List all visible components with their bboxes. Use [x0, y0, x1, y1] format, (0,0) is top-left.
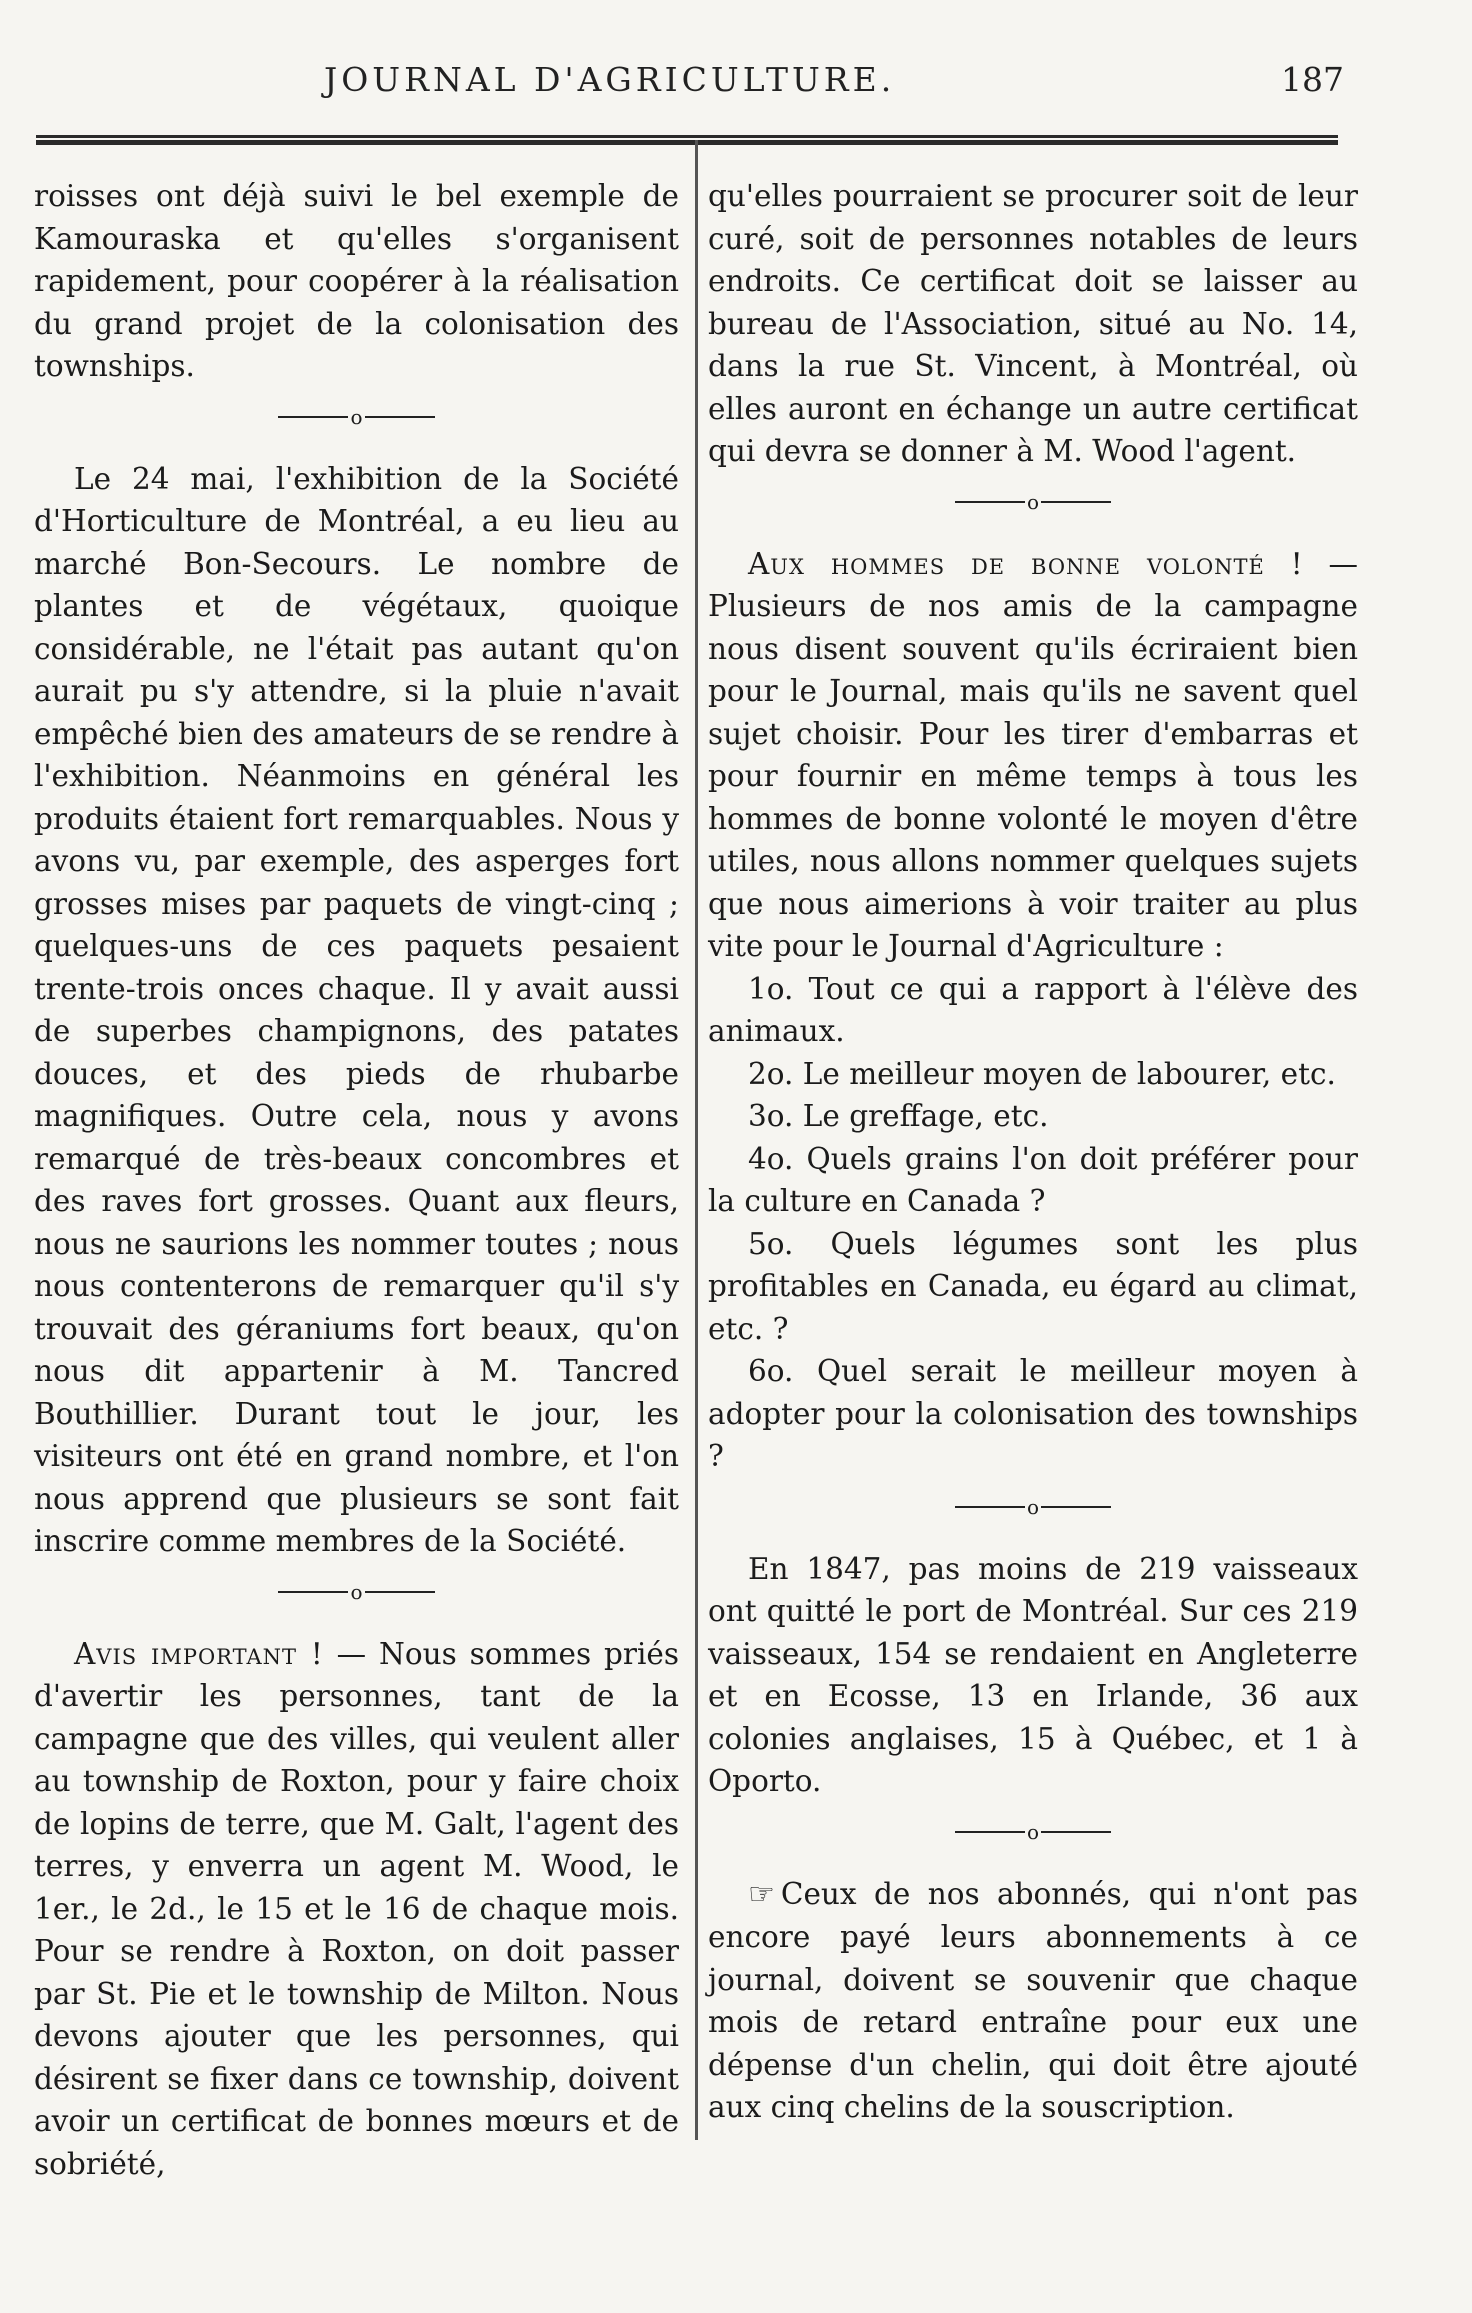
- separator: o: [34, 1571, 679, 1613]
- bonne-volonte-lead: Aux hommes de bonne volonté !: [748, 546, 1304, 581]
- paragraph-certificat: qu'elles pourraient se procurer soit de leur curé, soit de personnes notables de leurs endroits. Ce certificat doit se laisser au bureau de l'Association, situé au No. 14, dans la rue St. Vincent, à Montréal, où elles auront en échange un autre certificat qui devra se donner à M. Wood l'agent.: [708, 179, 1358, 468]
- separator: o: [708, 1811, 1358, 1853]
- avis-important-body: — Nous sommes priés d'avertir les personnes, tant de la campagne que des villes, qui veulent aller au township de Roxton, pour y faire choix de lopins de terre, que M. Galt, l'agent des terres, y enverra un agent M. Wood, le 1er., le 2d., le 15 et le 16 de chaque mois. Pour se rendre à Roxton, on doit passer par St. Pie et le township de Milton. Nous devons ajouter que les personnes, qui désirent se fixer dans ce township, doivent avoir un certificat de bonnes mœurs et de sobriété,: [34, 1636, 679, 2181]
- page-number: 187: [1281, 60, 1344, 99]
- paragraph-vaisseaux-1847: En 1847, pas moins de 219 vaisseaux ont quitté le port de Montréal. Sur ces 219 vaisseaux, 154 se rendaient en Angleterre et en Ecosse, 13 en Irlande, 36 aux colonies anglaises, 15 à Québec, et 1 à Oporto.: [708, 1551, 1358, 1798]
- paragraph-avis-important: [34, 1633, 679, 2186]
- pointing-hand-icon: ☞: [748, 1876, 775, 1912]
- list-item: 5o. Quels légumes sont les plus profitables en Canada, eu égard au climat, etc. ?: [708, 1226, 1358, 1346]
- paragraph-horticulture-exhibition: Le 24 mai, l'exhibition de la Société d'Horticulture de Montréal, a eu lieu au marché Bon-Secours. Le nombre de plantes et de végétaux, quoique considérable, ne l'était pas autant qu'on aurait pu s'y attendre, si la pluie n'avait empêché bien des amateurs de se rendre à l'exhibition. Néanmoins en général les produits étaient fort remarquables. Nous y avons vu, par exemple, des asperges fort grosses mises par paquets de vingt-cinq ; quelques-uns de ces paquets pesaient trente-trois onces chaque. Il y avait aussi de superbes champignons, des patates douces, et des pieds de rhubarbe magnifiques. Outre cela, nous y avons remarqué de très-beaux concombres et des raves fort grosses. Quant aux fleurs, nous ne saurions les nommer toutes ; nous nous contenterons de remarquer qu'il s'y trouvait des géraniums fort beaux, qu'on nous dit appartenir à M. Tancred Bouthillier. Durant tout le jour, les visiteurs ont été en grand nombre, et l'on nous apprend que plusieurs se sont fait inscrire comme membres de la Société.: [34, 461, 679, 1558]
- list-item: 4o. Quels grains l'on doit préférer pour la culture en Canada ?: [708, 1141, 1358, 1218]
- page-header: [32, 60, 1344, 110]
- column-divider: [695, 140, 698, 2140]
- paragraph-colonisation-end: roisses ont déjà suivi le bel exemple de Kamouraska et qu'elles s'organisent rapidement, pour coopérer à la réalisation du grand projet de la colonisation des townships.: [34, 179, 679, 383]
- running-title: JOURNAL D'AGRICULTURE.: [324, 60, 896, 99]
- right-column: [708, 175, 1358, 2129]
- separator: o: [708, 1486, 1358, 1528]
- bonne-volonte-body: — Plusieurs de nos amis de la campagne nous disent souvent qu'ils écriraient bien pour le Journal, mais qu'ils ne savent quel sujet choisir. Pour les tirer d'embarras et pour fournir en même temps à tous les hommes de bonne volonté le moyen d'être utiles, nous allons nommer quelques sujets que nous aimerions à voir traiter au plus vite pour le Journal d'Agriculture :: [708, 546, 1358, 963]
- list-item: 3o. Le greffage, etc.: [748, 1099, 1049, 1133]
- abonnes-body: Ceux de nos abonnés, qui n'ont pas encore payé leurs abonnements à ce journal, doivent se souvenir que chaque mois de retard entraîne pour eux une dépense d'un chelin, qui doit être ajouté aux cinq chelins de la souscription.: [708, 1876, 1358, 2124]
- list-item: 2o. Le meilleur moyen de labourer, etc.: [748, 1056, 1336, 1091]
- separator: o: [708, 481, 1358, 523]
- header-double-rule: [36, 135, 1338, 145]
- list-item: 6o. Quel serait le meilleur moyen à adopter pour la colonisation des townships ?: [708, 1354, 1358, 1473]
- paragraph-bonne-volonte: [708, 543, 1358, 968]
- separator: o: [34, 396, 679, 438]
- left-column: [34, 175, 679, 2185]
- avis-important-lead: Avis important !: [74, 1636, 324, 1671]
- paragraph-abonnes: [708, 1873, 1358, 2129]
- list-item: 1o. Tout ce qui a rapport à l'élève des animaux.: [708, 971, 1358, 1048]
